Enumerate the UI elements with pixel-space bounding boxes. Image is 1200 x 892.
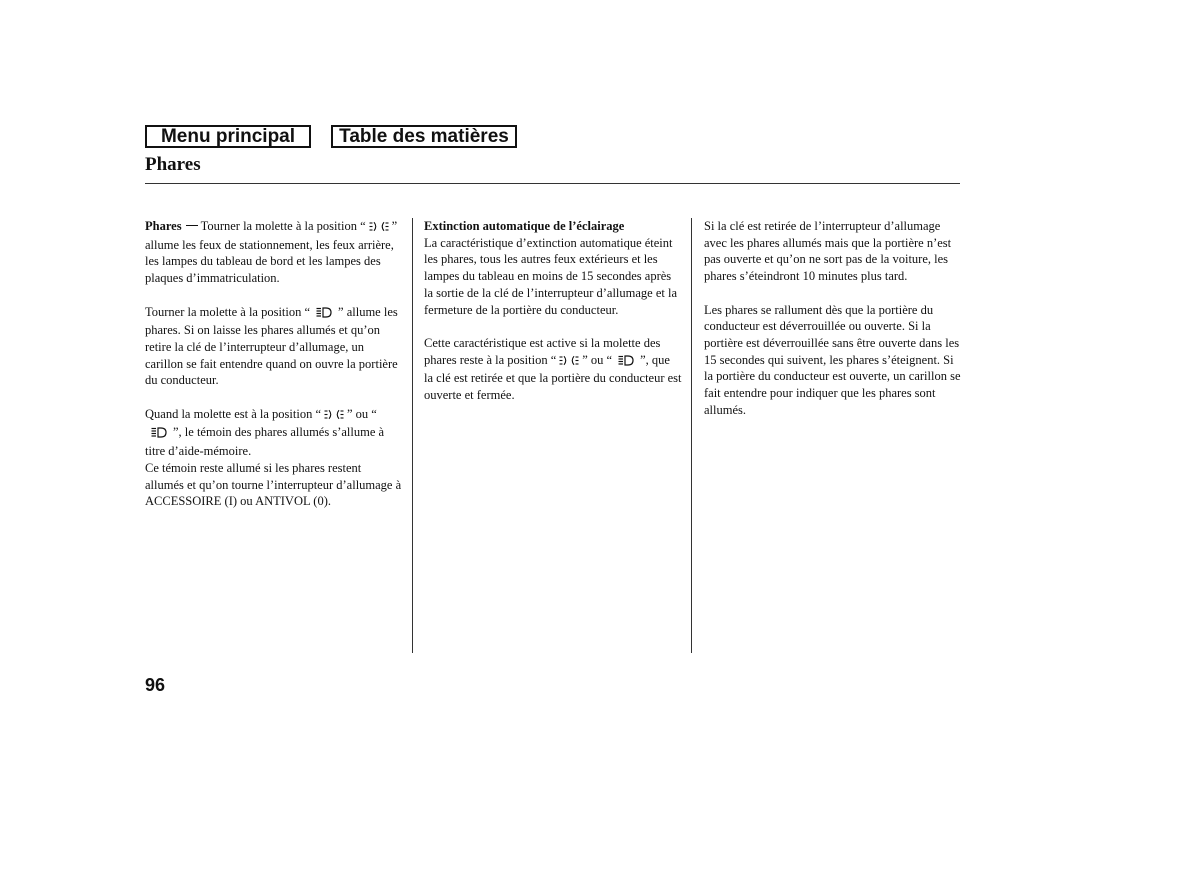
text: ” ou “ (582, 352, 613, 367)
table-des-matieres-button[interactable]: Table des matières (331, 125, 517, 148)
text: Tourner la molette à la position “ (145, 304, 311, 319)
em-dash (186, 225, 198, 226)
text: ” allume les phares. Si on laisse les phares allumés et qu’on retire la clé de l’interrupteur d’allumage, un carillon se fait entendre quand on ouvre la portière du conducteur. (145, 304, 398, 388)
text: ”, que la clé est retirée et que la portière du conducteur est ouverte et fermée. (424, 352, 682, 403)
column-2 (424, 218, 682, 420)
title-divider (145, 183, 960, 184)
paragraph-headlights-on (145, 304, 403, 390)
paragraph-relight (704, 302, 962, 419)
column-divider-1 (412, 218, 413, 653)
paragraph-auto-off (424, 235, 682, 319)
text: Ce témoin reste allumé si les phares restent allumés et qu’on tourne l’interrupteur d’allumage à ACCESSOIRE (I) ou ANTIVOL (0). (145, 460, 402, 509)
page-number: 96 (145, 675, 166, 695)
parking-lights-icon (324, 408, 344, 425)
parking-lights-icon (369, 220, 389, 237)
column-divider-2 (691, 218, 692, 653)
column-1 (145, 218, 403, 527)
paragraph-phares (145, 218, 403, 287)
column-3 (704, 218, 962, 435)
text: ” allume les feux de stationnement, les feux arrière, les lampes du tableau de bord et les lampes des plaques d’immatriculation. (145, 219, 398, 286)
parking-lights-icon (559, 354, 579, 371)
text: La caractéristique d’extinction automatique éteint les phares, tous les autres feux extérieurs et les lampes du tableau en moins de 15 secondes après la sortie de la clé de l’interrupteur d’allumage et la fermeture de la portière du conducteur. (424, 235, 678, 317)
text: Quand la molette est à la position “ (145, 406, 321, 421)
section-heading: Extinction automatique de l’éclairage (424, 219, 625, 233)
menu-principal-button[interactable]: Menu principal (145, 125, 311, 148)
paragraph-feature-active (424, 335, 682, 404)
paragraph-indicator-remains (145, 460, 403, 510)
headlight-icon (151, 426, 167, 443)
text: Les phares se rallument dès que la portière du conducteur est déverrouillée ou ouverte. Si la portière est déverrouillée sans être ouverte dans les 15 secondes qui suivent, les phares s’éteignent. Si la portière du conducteur est ouverte, un carillon se fait entendre pour indiquer que les phares sont allumés. (704, 302, 961, 417)
paragraph-key-removed (704, 218, 962, 285)
text: ”, le témoin des phares allumés s’allume à titre d’aide-mémoire. (145, 425, 385, 459)
text: Tourner la molette à la position “ (200, 219, 366, 233)
text: ” ou “ (347, 406, 377, 421)
headlight-icon (618, 354, 634, 371)
page-title: Phares (145, 154, 201, 175)
text: Si la clé est retirée de l’interrupteur d’allumage avec les phares allumés mais que la portière n’est pas ouverte et qu’on ne sort pas de la voiture, les phares s’éteindront 10 minutes plus tard. (704, 219, 952, 284)
text: Cette caractéristique est active si la molette des phares reste à la position “ (424, 335, 661, 367)
term-phares: Phares (145, 219, 182, 233)
headlight-icon (316, 306, 332, 323)
paragraph-indicator (145, 406, 403, 460)
